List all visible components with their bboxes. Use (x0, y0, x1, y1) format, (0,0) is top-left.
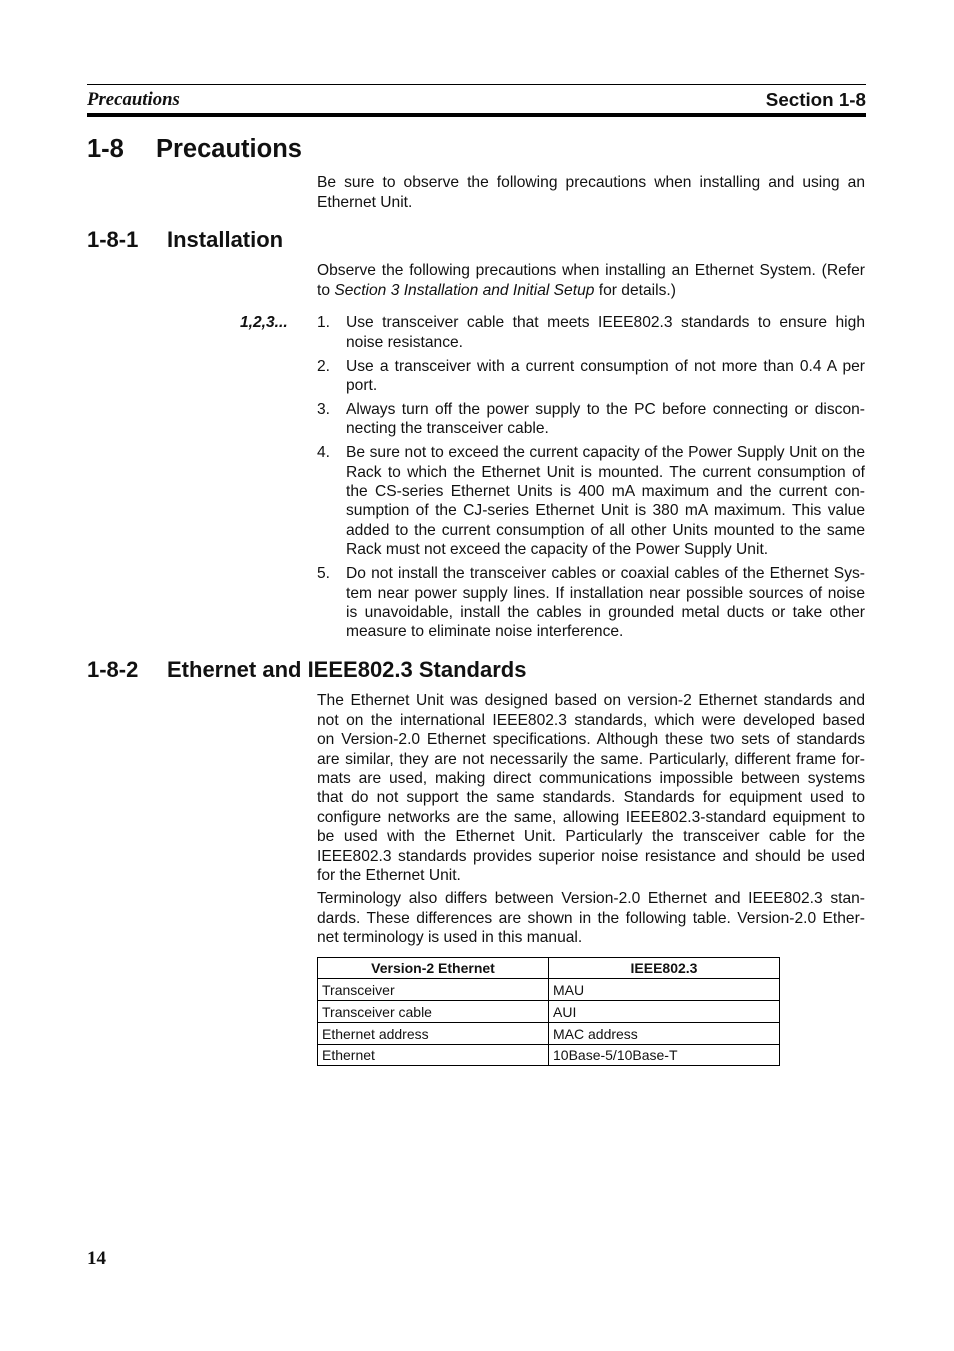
table-header-row (318, 958, 780, 979)
installation-paragraph (317, 261, 865, 300)
step-marker: 1,2,3... (240, 314, 288, 332)
text-line: tem near power supply lines. If installation near possible sources of noise (346, 584, 865, 602)
text-line: net terminology is used in this manual. (317, 929, 583, 947)
text-line: Ethernet Unit. (317, 193, 413, 211)
intro-paragraph (317, 173, 865, 212)
step-number: 2. (317, 357, 331, 375)
table-cell: Ethernet address (318, 1023, 549, 1045)
table-cell: AUI (549, 1001, 780, 1023)
text-line: Terminology also differs between Version-2.0 Ethernet and IEEE802.3 stan- (317, 890, 865, 908)
step-number: 4. (317, 444, 331, 462)
running-header-section: Section 1-8 (765, 89, 866, 110)
step-item-5 (317, 564, 865, 642)
text-line: Be sure to observe the following precautions when installing and using an (317, 174, 865, 192)
table-header-cell: IEEE802.3 (549, 958, 780, 979)
subsection-title: Installation (167, 227, 284, 252)
step-text (346, 313, 865, 352)
text-line: measure to eliminate noise interference. (346, 623, 624, 641)
section-title: Precautions (156, 135, 302, 163)
text-line: are similar, they are not necessarily the same. Particularly, different frame for- (317, 750, 865, 768)
text-line: mats are used, making direct communications impossible between systems (317, 769, 865, 787)
table-row (318, 1023, 780, 1045)
text-line: configure networks are the same, allowing IEEE802.3-standard equipment to (317, 808, 865, 826)
step-item-4 (317, 443, 865, 559)
table-header-cell: Version-2 Ethernet (318, 958, 549, 979)
text-line: added to the current consumption of all other Units mounted to the same (346, 521, 865, 539)
table-cell: MAU (549, 979, 780, 1001)
text-line (317, 281, 865, 300)
running-header-chapter: Precautions (87, 89, 180, 110)
text-line: Do not install the transceiver cables or coaxial cables of the Ethernet Sys- (346, 565, 865, 583)
text-line: Use a transceiver with a current consumption of not more than 0.4 A per (346, 357, 865, 375)
table-cell: Transceiver cable (318, 1001, 549, 1023)
subsection-number: 1-8-2 (87, 657, 139, 682)
table-row (318, 1001, 780, 1023)
text-line: for the Ethernet Unit. (317, 866, 461, 884)
standards-paragraph-2 (317, 889, 865, 947)
table-row (318, 1045, 780, 1066)
step-item-3 (317, 400, 865, 439)
text-line: IEEE802.3 standards provides superior noise resistance and should be used (317, 847, 865, 865)
text-line: the CS-series Ethernet Units is 400 mA maximum and the current con- (346, 483, 865, 501)
page-number: 14 (87, 1248, 106, 1269)
terminology-table (317, 957, 780, 1066)
running-header (87, 89, 866, 111)
section-number: 1-8 (87, 135, 124, 163)
text-line: on Version-2.0 Ethernet specifications. Although these two sets of standards (317, 731, 865, 749)
subsection-number: 1-8-1 (87, 227, 139, 252)
section-reference: Section 3 Installation and Initial Setup (334, 281, 595, 299)
text-line: Always turn off the power supply to the PC before connecting or discon- (346, 400, 865, 418)
table-cell: 10Base-5/10Base-T (549, 1045, 780, 1066)
text-line: Observe the following precautions when installing an Ethernet System. (Refer (317, 262, 865, 280)
step-text (346, 400, 865, 439)
step-number: 1. (317, 314, 331, 332)
step-text (346, 564, 865, 642)
step-number: 3. (317, 400, 331, 418)
installation-steps (317, 313, 865, 646)
table-row (318, 979, 780, 1001)
text-fragment: for details.) (594, 281, 676, 299)
text-line: is unavoidable, install the cables in grounded metal ducts or take other (346, 603, 865, 621)
table-cell: MAC address (549, 1023, 780, 1045)
table-cell: Ethernet (318, 1045, 549, 1066)
subsection-heading-standards (87, 657, 866, 683)
section-heading (87, 134, 866, 164)
text-line: not on the international IEEE802.3 standards, which were developed based (317, 711, 865, 729)
step-item-1 (317, 313, 865, 352)
text-line: Rack to which the Ethernet Unit is mounted. The current consumption of (346, 463, 865, 481)
text-line: be used with the Ethernet Unit. Particularly the transceiver cable for the (317, 828, 865, 846)
standards-paragraph-1 (317, 691, 865, 885)
text-line: Use transceiver cable that meets IEEE802.3 standards to ensure high (346, 314, 865, 332)
text-line: Be sure not to exceed the current capacity of the Power Supply Unit on the (346, 444, 865, 462)
text-line: sumption of the CJ-series Ethernet Unit is 380 mA maximum. This value (346, 502, 865, 520)
text-fragment: to (317, 281, 335, 299)
step-number: 5. (317, 565, 331, 583)
text-line: port. (346, 377, 378, 395)
step-item-2 (317, 357, 865, 396)
subsection-title: Ethernet and IEEE802.3 Standards (167, 657, 527, 682)
text-line: Rack must not exceed the capacity of the Power Supply Unit. (346, 541, 769, 559)
text-line: The Ethernet Unit was designed based on version-2 Ethernet standards and (317, 692, 865, 710)
subsection-heading-installation (87, 227, 866, 253)
text-line: dards. These differences are shown in the following table. Version-2.0 Ether- (317, 909, 865, 927)
header-bottom-rule (87, 113, 866, 117)
text-line: necting the transceiver cable. (346, 420, 549, 438)
step-text (346, 443, 865, 559)
header-top-rule (87, 84, 866, 85)
text-line: noise resistance. (346, 333, 464, 351)
step-text (346, 357, 865, 396)
text-line: that do not support the same standards. Standards for equipment used to (317, 789, 865, 807)
table-cell: Transceiver (318, 979, 549, 1001)
